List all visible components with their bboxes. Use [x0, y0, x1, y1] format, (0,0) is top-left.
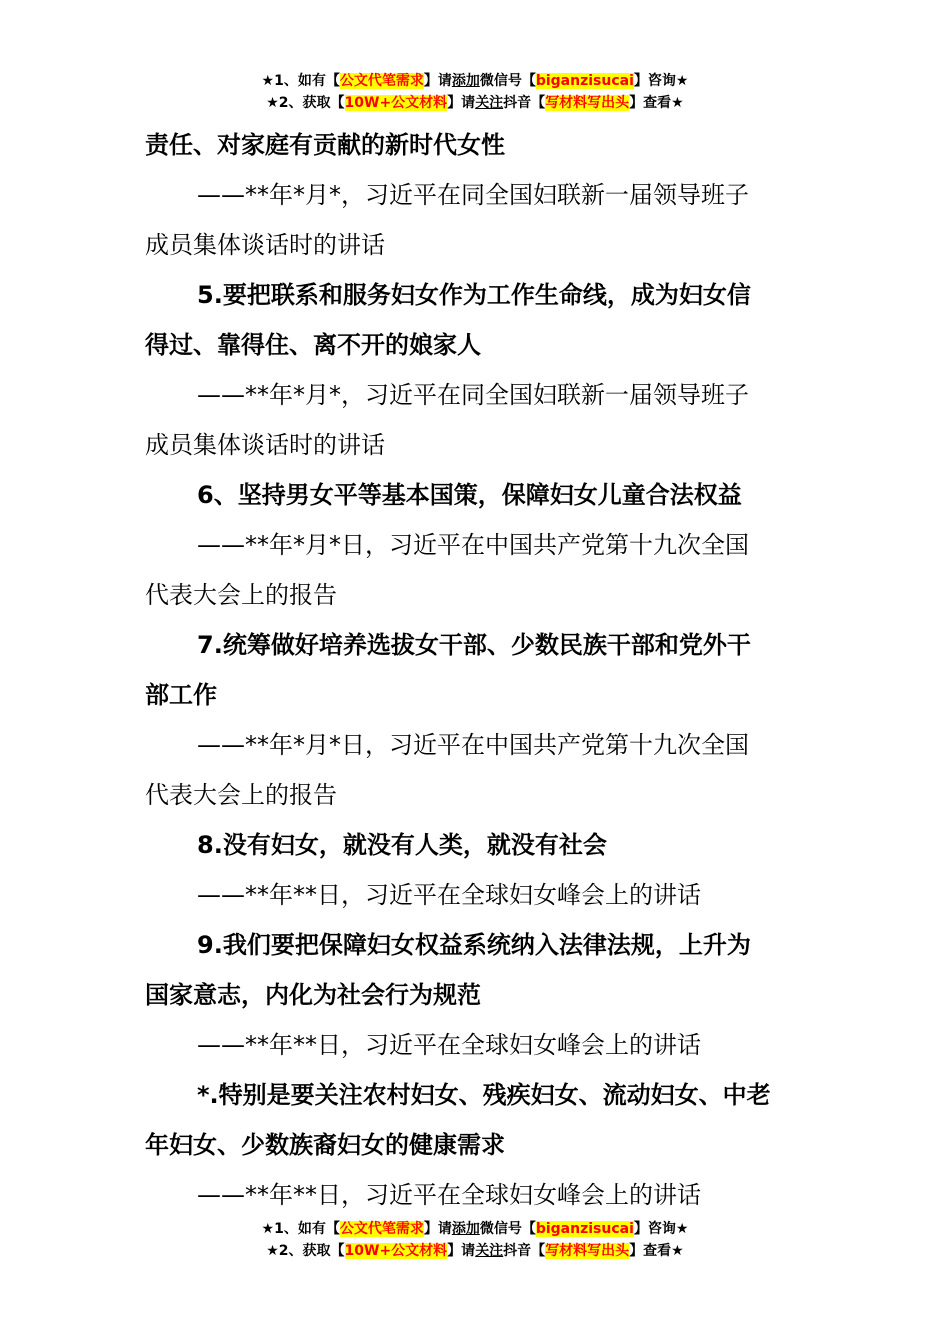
banner-highlight: 公文代笔需求 — [339, 1221, 424, 1237]
banner-douyin-id: 写材料写出头 — [545, 1243, 630, 1259]
header-banner — [0, 70, 950, 114]
banner-line-2 — [0, 1240, 950, 1262]
banner-line-1 — [0, 70, 950, 92]
heading-6: 6、坚持男女平等基本国策，保障妇女儿童合法权益 — [197, 481, 742, 509]
banner-line-2 — [0, 92, 950, 114]
source-citation: ——**年**日，习近平在全球妇女峰会上的讲话 — [197, 1181, 701, 1209]
source-citation: ——**年**日，习近平在全球妇女峰会上的讲话 — [197, 881, 701, 909]
banner-text: 】请 — [423, 1221, 452, 1237]
banner-wechat-id: biganzisucai — [535, 73, 634, 89]
banner-line-1 — [0, 1218, 950, 1240]
source-citation: ——**年*月*日，习近平在中国共产党第十九次全国 代表大会上的报告 — [145, 531, 749, 609]
heading-continued: 责任、对家庭有贡献的新时代女性 — [145, 131, 505, 159]
banner-text: 抖音【 — [503, 95, 546, 111]
footer-banner — [0, 1218, 950, 1262]
heading-10: *.特别是要关注农村妇女、残疾妇女、流动妇女、中老 年妇女、少数族裔妇女的健康需求 — [145, 1081, 771, 1159]
banner-text: 微信号【 — [479, 73, 536, 89]
banner-text: ★1、如有【 — [261, 1221, 340, 1237]
banner-text: 】请 — [447, 1243, 476, 1259]
document-body — [145, 120, 810, 1220]
banner-text: 】查看★ — [629, 1243, 684, 1259]
banner-text: 】咨询★ — [633, 1221, 689, 1237]
source-citation: ——**年**日，习近平在全球妇女峰会上的讲话 — [197, 1031, 701, 1059]
banner-highlight: 公文代笔需求 — [339, 73, 424, 89]
banner-underline: 关注 — [475, 1243, 504, 1259]
heading-5: 5.要把联系和服务妇女作为工作生命线，成为妇女信 得过、靠得住、离不开的娘家人 — [145, 281, 751, 359]
banner-text: 】咨询★ — [633, 73, 689, 89]
banner-text: 】请 — [447, 95, 476, 111]
banner-text: 抖音【 — [503, 1243, 546, 1259]
banner-text: ★1、如有【 — [261, 73, 340, 89]
source-citation: ——**年*月*，习近平在同全国妇联新一届领导班子 成员集体谈话时的讲话 — [145, 181, 749, 259]
source-citation: ——**年*月*，习近平在同全国妇联新一届领导班子 成员集体谈话时的讲话 — [145, 381, 749, 459]
banner-text: 】请 — [423, 73, 452, 89]
banner-text: 微信号【 — [479, 1221, 536, 1237]
banner-wechat-id: biganzisucai — [535, 1221, 634, 1237]
banner-highlight: 10W+公文材料 — [344, 1243, 448, 1259]
banner-text: ★2、获取【 — [266, 1243, 345, 1259]
banner-text: ★2、获取【 — [266, 95, 345, 111]
heading-9: 9.我们要把保障妇女权益系统纳入法律法规，上升为 国家意志，内化为社会行为规范 — [145, 931, 751, 1009]
banner-douyin-id: 写材料写出头 — [545, 95, 630, 111]
banner-underline: 关注 — [475, 95, 504, 111]
banner-text: 】查看★ — [629, 95, 684, 111]
heading-8: 8.没有妇女，就没有人类，就没有社会 — [197, 831, 607, 859]
banner-underline: 添加 — [451, 73, 480, 89]
source-citation: ——**年*月*日，习近平在中国共产党第十九次全国 代表大会上的报告 — [145, 731, 749, 809]
heading-7: 7.统筹做好培养选拔女干部、少数民族干部和党外干 部工作 — [145, 631, 751, 709]
banner-underline: 添加 — [451, 1221, 480, 1237]
banner-highlight: 10W+公文材料 — [344, 95, 448, 111]
